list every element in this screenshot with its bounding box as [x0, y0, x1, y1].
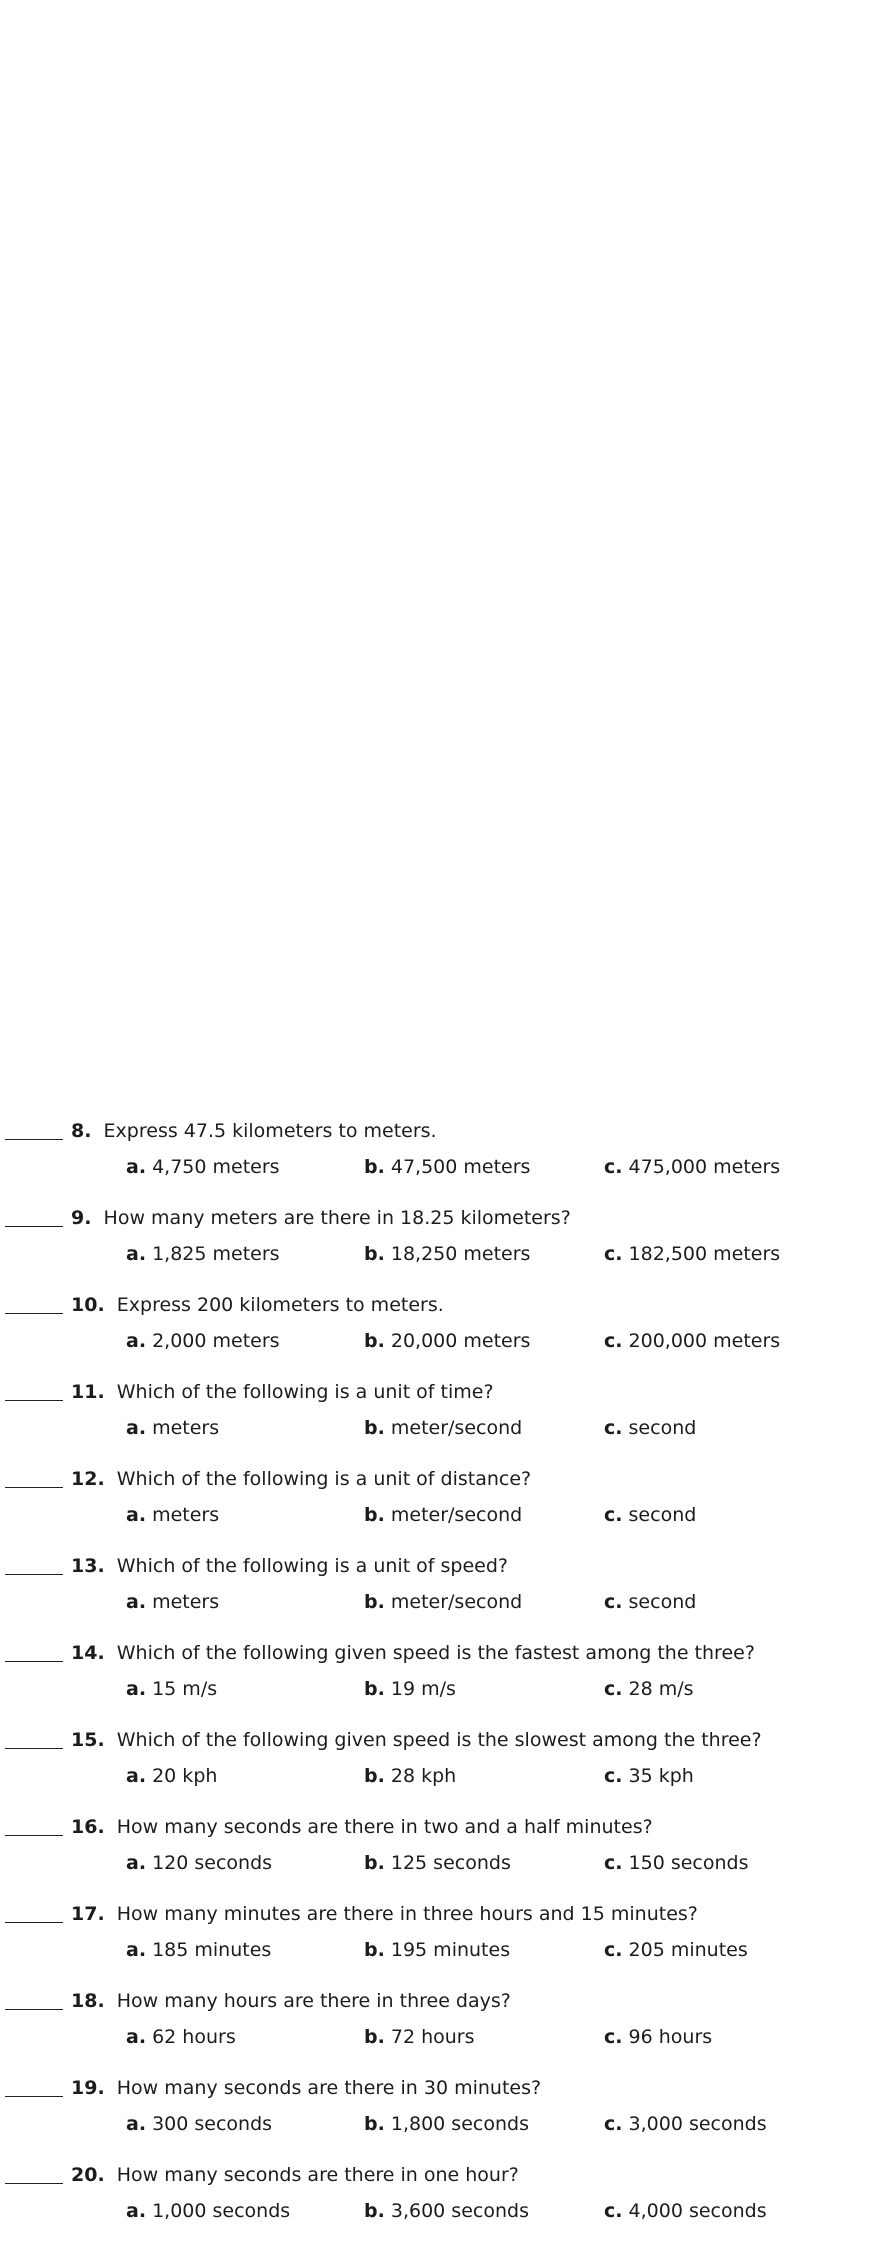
option-text: 200,000 meters	[628, 1330, 781, 1352]
option-text: meter/second	[390, 1417, 523, 1439]
option-a[interactable]	[126, 1416, 219, 1440]
question-number-dot: .	[97, 1294, 105, 1316]
question-number-dot: .	[97, 1468, 105, 1490]
option-c[interactable]	[604, 1155, 780, 1179]
question-text: Express 47.5 kilometers to meters.	[103, 1120, 437, 1142]
question-number-dot: .	[97, 1381, 105, 1403]
option-a[interactable]	[126, 2112, 272, 2136]
option-text: meters	[152, 1504, 220, 1526]
option-text: meter/second	[390, 1591, 523, 1613]
question-number-dot: .	[97, 1642, 105, 1664]
question-number: 18	[71, 1990, 98, 2012]
option-letter-dot: .	[377, 1852, 385, 1874]
answer-blank[interactable]	[5, 1661, 63, 1662]
option-c[interactable]	[604, 2025, 712, 2049]
option-text: 475,000 meters	[628, 1156, 781, 1178]
answer-blank[interactable]	[5, 2009, 63, 2010]
question-spacer	[105, 1990, 117, 2012]
option-a[interactable]	[126, 1242, 280, 1266]
option-letter: b	[364, 1243, 378, 1265]
option-c[interactable]	[604, 2199, 767, 2223]
option-b[interactable]	[364, 2199, 529, 2223]
question-item	[0, 1461, 885, 1548]
option-letter: c	[604, 1939, 616, 1961]
option-letter-dot: .	[138, 1765, 147, 1787]
answer-blank[interactable]	[5, 1574, 63, 1575]
question-number-dot: .	[97, 1555, 105, 1577]
option-c[interactable]	[604, 2112, 767, 2136]
option-a[interactable]	[126, 1938, 271, 1962]
option-text: 18,250 meters	[390, 1243, 531, 1265]
question-item	[0, 2157, 885, 2244]
option-text: 120 seconds	[152, 1852, 273, 1874]
option-letter-dot: .	[138, 1504, 147, 1526]
question-text: How many seconds are there in 30 minutes?	[116, 2077, 542, 2099]
option-text: 150 seconds	[628, 1852, 749, 1874]
option-c[interactable]	[604, 1851, 749, 1875]
option-letter-dot: .	[377, 2200, 385, 2222]
option-letter: c	[604, 2026, 616, 2048]
option-a[interactable]	[126, 1503, 219, 1527]
question-text: How many minutes are there in three hours and 15 minutes?	[116, 1903, 698, 1925]
question-number: 12	[71, 1468, 98, 1490]
question-text: How many seconds are there in one hour?	[116, 2164, 519, 2186]
option-letter-dot: .	[615, 1156, 623, 1178]
question-spacer	[105, 1555, 117, 1577]
option-b[interactable]	[364, 1503, 522, 1527]
option-letter-dot: .	[377, 1939, 385, 1961]
question-line	[71, 1815, 653, 1839]
question-number-dot: .	[97, 1903, 105, 1925]
option-b[interactable]	[364, 2112, 529, 2136]
question-spacer	[105, 1903, 117, 1925]
option-letter-dot: .	[138, 1330, 147, 1352]
option-letter: a	[126, 1504, 139, 1526]
answer-blank[interactable]	[5, 1400, 63, 1401]
option-letter-dot: .	[138, 1243, 147, 1265]
option-letter: b	[364, 1330, 378, 1352]
option-a[interactable]	[126, 1764, 217, 1788]
question-line	[71, 1728, 762, 1752]
answer-blank[interactable]	[5, 1139, 63, 1140]
option-letter-dot: .	[377, 2026, 385, 2048]
option-letter: b	[364, 1417, 378, 1439]
option-letter-dot: .	[615, 1591, 623, 1613]
option-letter: a	[126, 2200, 139, 2222]
question-number-dot: .	[97, 1990, 105, 2012]
question-text: How many hours are there in three days?	[116, 1990, 511, 2012]
option-letter-dot: .	[377, 1765, 385, 1787]
option-letter: a	[126, 2113, 139, 2135]
option-letter: b	[364, 1852, 378, 1874]
option-text: 72 hours	[390, 2026, 475, 2048]
option-letter: a	[126, 1156, 139, 1178]
answer-blank[interactable]	[5, 1835, 63, 1836]
question-line	[71, 1641, 755, 1665]
question-spacer	[105, 1468, 117, 1490]
question-text: Which of the following is a unit of speed?	[116, 1555, 509, 1577]
question-number-dot: .	[97, 1816, 105, 1838]
option-letter-dot: .	[377, 2113, 385, 2135]
option-a[interactable]	[126, 2025, 236, 2049]
question-item	[0, 1809, 885, 1896]
question-text: Which of the following given speed is the fastest among the three?	[116, 1642, 755, 1664]
option-text: 300 seconds	[152, 2113, 273, 2135]
option-text: 15 m/s	[152, 1678, 218, 1700]
option-text: 3,000 seconds	[628, 2113, 767, 2135]
option-letter-dot: .	[377, 1330, 385, 1352]
option-text: 1,000 seconds	[152, 2200, 291, 2222]
option-letter: c	[604, 1243, 616, 1265]
option-text: 4,000 seconds	[628, 2200, 767, 2222]
question-line	[71, 2163, 519, 2187]
option-b[interactable]	[364, 1938, 510, 1962]
question-spacer	[91, 1120, 103, 1142]
option-letter-dot: .	[138, 2200, 147, 2222]
question-number: 14	[71, 1642, 98, 1664]
option-letter-dot: .	[615, 2113, 623, 2135]
option-letter-dot: .	[377, 1417, 385, 1439]
option-letter-dot: .	[615, 1678, 623, 1700]
option-text: 20 kph	[152, 1765, 218, 1787]
option-c[interactable]	[604, 1503, 696, 1527]
question-text: How many meters are there in 18.25 kilometers?	[103, 1207, 571, 1229]
option-letter-dot: .	[138, 1678, 147, 1700]
option-letter-dot: .	[138, 1939, 147, 1961]
question-text: Which of the following given speed is the slowest among the three?	[116, 1729, 762, 1751]
option-letter: c	[604, 1678, 616, 1700]
option-letter-dot: .	[615, 1243, 623, 1265]
option-letter: c	[604, 2113, 616, 2135]
option-text: 205 minutes	[628, 1939, 748, 1961]
option-letter: a	[126, 1852, 139, 1874]
option-b[interactable]	[364, 1764, 456, 1788]
option-text: 19 m/s	[390, 1678, 456, 1700]
option-text: 47,500 meters	[390, 1156, 531, 1178]
option-letter-dot: .	[138, 1852, 147, 1874]
option-letter: c	[604, 1330, 616, 1352]
option-letter: a	[126, 1591, 139, 1613]
answer-blank[interactable]	[5, 1487, 63, 1488]
option-c[interactable]	[604, 1938, 748, 1962]
option-text: 96 hours	[628, 2026, 713, 2048]
question-text: Which of the following is a unit of time?	[116, 1381, 494, 1403]
option-text: 4,750 meters	[152, 1156, 280, 1178]
question-number-dot: .	[97, 2164, 105, 2186]
option-letter: a	[126, 1765, 139, 1787]
option-a[interactable]	[126, 1329, 280, 1353]
option-c[interactable]	[604, 1416, 696, 1440]
question-number-dot: .	[97, 1729, 105, 1751]
option-letter: b	[364, 2113, 378, 2135]
option-b[interactable]	[364, 1155, 530, 1179]
answer-blank[interactable]	[5, 2183, 63, 2184]
option-c[interactable]	[604, 1590, 696, 1614]
option-text: meters	[152, 1591, 220, 1613]
option-a[interactable]	[126, 1590, 219, 1614]
answer-blank[interactable]	[5, 2096, 63, 2097]
question-text: Express 200 kilometers to meters.	[116, 1294, 444, 1316]
option-text: 62 hours	[152, 2026, 236, 2048]
option-text: second	[628, 1417, 697, 1439]
option-letter-dot: .	[615, 1330, 623, 1352]
question-item	[0, 1287, 885, 1374]
question-spacer	[105, 1294, 117, 1316]
question-list	[0, 1113, 885, 2244]
option-text: 125 seconds	[390, 1852, 511, 1874]
answer-blank[interactable]	[5, 1748, 63, 1749]
question-number: 19	[71, 2077, 98, 2099]
option-text: 20,000 meters	[390, 1330, 531, 1352]
option-letter-dot: .	[138, 2026, 147, 2048]
question-item	[0, 1722, 885, 1809]
answer-blank[interactable]	[5, 1922, 63, 1923]
option-letter-dot: .	[377, 1591, 385, 1613]
option-text: 195 minutes	[390, 1939, 511, 1961]
question-item	[0, 1635, 885, 1722]
option-text: second	[628, 1504, 697, 1526]
option-letter: b	[364, 2200, 378, 2222]
question-number: 10	[71, 1294, 98, 1316]
option-text: 182,500 meters	[628, 1243, 781, 1265]
option-text: 3,600 seconds	[390, 2200, 529, 2222]
question-item	[0, 1548, 885, 1635]
option-text: second	[628, 1591, 697, 1613]
option-a[interactable]	[126, 1155, 280, 1179]
option-letter: b	[364, 2026, 378, 2048]
question-item	[0, 1983, 885, 2070]
option-text: 1,825 meters	[152, 1243, 280, 1265]
question-number-dot: .	[97, 2077, 105, 2099]
option-text: meters	[152, 1417, 220, 1439]
option-letter: a	[126, 1939, 139, 1961]
question-text: How many seconds are there in two and a half minutes?	[116, 1816, 653, 1838]
option-c[interactable]	[604, 1677, 694, 1701]
option-text: 28 kph	[390, 1765, 457, 1787]
question-spacer	[105, 2077, 117, 2099]
option-letter: b	[364, 1939, 378, 1961]
question-line	[71, 1119, 437, 1143]
question-text: Which of the following is a unit of distance?	[116, 1468, 532, 1490]
option-letter: c	[604, 2200, 616, 2222]
option-c[interactable]	[604, 1329, 780, 1353]
option-letter-dot: .	[615, 1504, 623, 1526]
option-letter: b	[364, 1156, 378, 1178]
option-letter-dot: .	[138, 2113, 147, 2135]
question-line	[71, 1467, 531, 1491]
option-b[interactable]	[364, 1416, 522, 1440]
question-spacer	[105, 1642, 117, 1664]
option-letter: c	[604, 1765, 616, 1787]
option-b[interactable]	[364, 2025, 475, 2049]
question-number: 15	[71, 1729, 98, 1751]
option-c[interactable]	[604, 1242, 780, 1266]
question-item	[0, 2070, 885, 2157]
option-letter-dot: .	[615, 2200, 623, 2222]
option-letter-dot: .	[615, 1417, 623, 1439]
question-line	[71, 1554, 508, 1578]
option-text: 28 m/s	[628, 1678, 694, 1700]
option-letter-dot: .	[615, 1852, 623, 1874]
question-number: 9	[71, 1207, 85, 1229]
option-text: 1,800 seconds	[390, 2113, 529, 2135]
question-line	[71, 1989, 511, 2013]
question-line	[71, 1902, 698, 1926]
question-spacer	[105, 1816, 117, 1838]
option-letter: c	[604, 1156, 616, 1178]
option-letter: a	[126, 2026, 139, 2048]
option-letter: a	[126, 1678, 139, 1700]
option-letter: c	[604, 1591, 616, 1613]
option-letter: c	[604, 1852, 616, 1874]
question-spacer	[105, 2164, 117, 2186]
option-text: 2,000 meters	[152, 1330, 280, 1352]
option-letter-dot: .	[377, 1678, 385, 1700]
option-letter-dot: .	[377, 1156, 385, 1178]
question-number: 8	[71, 1120, 85, 1142]
question-line	[71, 2076, 541, 2100]
option-b[interactable]	[364, 1242, 530, 1266]
option-letter: a	[126, 1243, 139, 1265]
question-item	[0, 1896, 885, 1983]
question-spacer	[91, 1207, 103, 1229]
question-number-dot: .	[84, 1207, 92, 1229]
option-letter-dot: .	[138, 1156, 147, 1178]
option-letter: c	[604, 1504, 616, 1526]
option-a[interactable]	[126, 1677, 217, 1701]
question-spacer	[105, 1381, 117, 1403]
option-a[interactable]	[126, 1851, 272, 1875]
question-item	[0, 1113, 885, 1200]
question-line	[71, 1293, 444, 1317]
option-letter: b	[364, 1678, 378, 1700]
option-letter: b	[364, 1504, 378, 1526]
option-text: 185 minutes	[152, 1939, 272, 1961]
option-letter-dot: .	[377, 1243, 385, 1265]
option-b[interactable]	[364, 1677, 456, 1701]
option-letter: c	[604, 1417, 616, 1439]
option-c[interactable]	[604, 1764, 694, 1788]
question-item	[0, 1200, 885, 1287]
option-letter-dot: .	[138, 1591, 147, 1613]
option-letter-dot: .	[138, 1417, 147, 1439]
question-number-dot: .	[84, 1120, 92, 1142]
question-line	[71, 1380, 494, 1404]
option-letter: b	[364, 1765, 378, 1787]
option-letter-dot: .	[615, 2026, 623, 2048]
question-number: 16	[71, 1816, 98, 1838]
question-item	[0, 1374, 885, 1461]
option-letter-dot: .	[615, 1939, 623, 1961]
answer-blank[interactable]	[5, 1313, 63, 1314]
option-letter: a	[126, 1330, 139, 1352]
question-number: 17	[71, 1903, 98, 1925]
question-number: 11	[71, 1381, 98, 1403]
option-letter-dot: .	[615, 1765, 623, 1787]
option-b[interactable]	[364, 1590, 522, 1614]
question-number: 13	[71, 1555, 98, 1577]
option-b[interactable]	[364, 1851, 511, 1875]
option-letter: b	[364, 1591, 378, 1613]
option-text: meter/second	[390, 1504, 523, 1526]
question-number: 20	[71, 2164, 98, 2186]
option-letter: a	[126, 1417, 139, 1439]
question-spacer	[105, 1729, 117, 1751]
option-text: 35 kph	[628, 1765, 694, 1787]
option-a[interactable]	[126, 2199, 290, 2223]
option-b[interactable]	[364, 1329, 530, 1353]
question-line	[71, 1206, 571, 1230]
option-letter-dot: .	[377, 1504, 385, 1526]
answer-blank[interactable]	[5, 1226, 63, 1227]
